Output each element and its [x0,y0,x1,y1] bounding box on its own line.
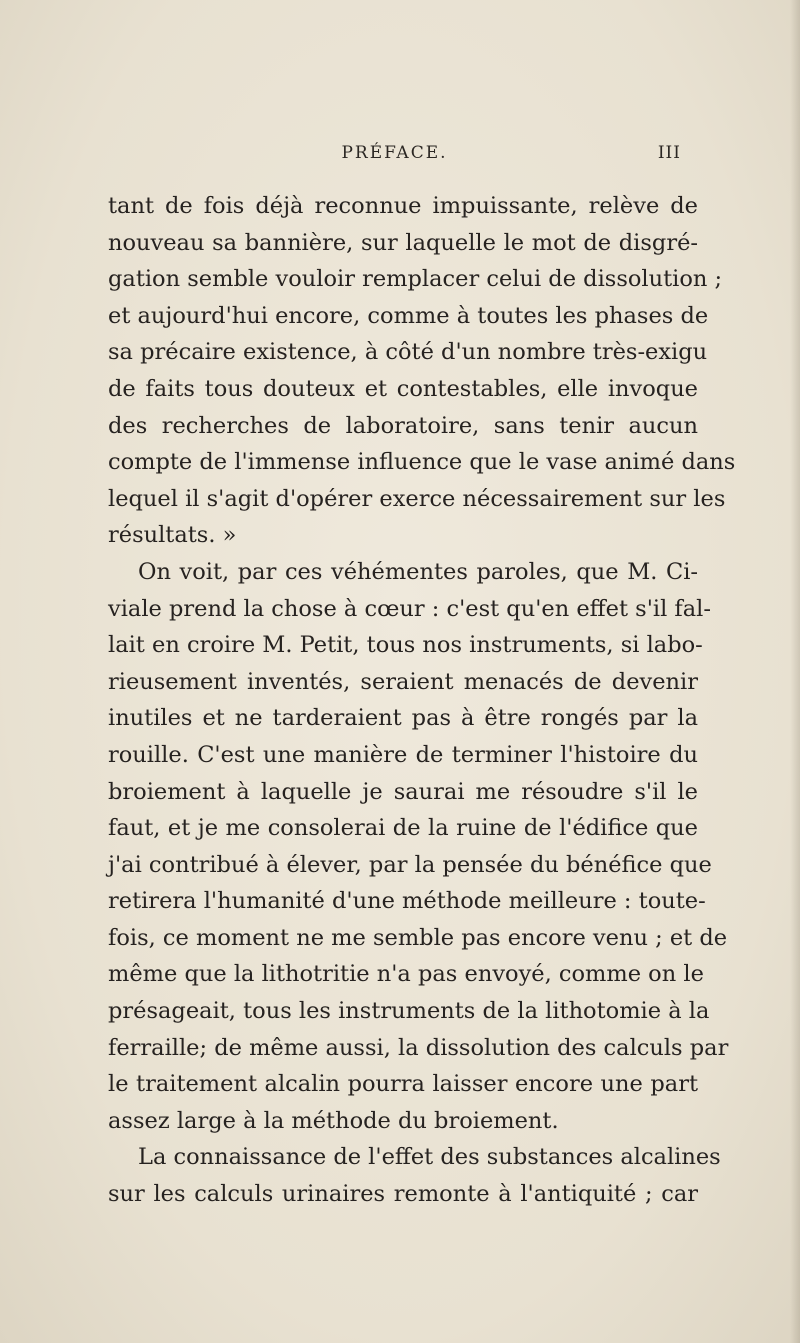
text-line: tant de fois déjà reconnue impuissante, relève de [108,193,698,219]
text-line: sur les calculs urinaires remonte à l'antiquité ; car [108,1181,698,1208]
text-line: et aujourd'hui encore, comme à toutes les phases de [108,302,709,329]
text-line: inutiles et ne tarderaient pas à être rongés par la [108,705,698,732]
running-title: PRÉFACE. [341,143,448,163]
page-number: III [657,143,681,163]
text-line: gation semble vouloir remplacer celui de dissolution ; [108,266,723,293]
page-header [108,143,681,171]
text-line: faut, et je me consolerai de la ruine de l'édifice que [108,815,698,842]
text-line: de faits tous douteux et contestables, elle invoque [108,375,698,402]
text-line: viale prend la chose à cœur : c'est qu'en effet s'il fal- [108,595,711,622]
body-text [108,188,736,1213]
text-line: même que la lithotritie n'a pas envoyé, comme on le [108,961,704,988]
page-edge-shadow [790,0,800,1343]
paragraph-end-line: assez large à la méthode du broiement. [108,1107,559,1134]
text-line: des recherches de laboratoire, sans tenir aucun [108,412,698,439]
text-line: j'ai contribué à élever, par la pensée du bénéfice que [108,851,712,878]
text-line: fois, ce moment ne me semble pas encore venu ; et de [108,924,728,951]
text-line: broiement à laquelle je saurai me résoudre s'il le [108,778,698,805]
text-line: sa précaire existence, à côté d'un nombre très-exigu [108,339,708,366]
paragraph-end-line: résultats. » [108,522,237,549]
text-line: présageait, tous les instruments de la lithotomie à la [108,998,710,1025]
text-line: rouille. C'est une manière de terminer l'histoire du [108,741,698,768]
text-line: compte de l'immense influence que le vase animé dans [108,449,736,476]
paragraph-first-line: La connaissance de l'effet des substances alcalines [138,1144,721,1171]
text-line: rieusement inventés, seraient menacés de devenir [108,668,698,695]
paragraph-first-line: On voit, par ces véhémentes paroles, que M. Ci- [138,558,698,585]
text-line: retirera l'humanité d'une méthode meilleure : toute- [108,888,706,915]
text-line: ferraille; de même aussi, la dissolution des calculs par [108,1034,729,1061]
text-line: lait en croire M. Petit, tous nos instruments, si labo- [108,632,703,659]
text-line: nouveau sa bannière, sur laquelle le mot de disgré- [108,229,698,256]
text-line: lequel il s'agit d'opérer exerce nécessairement sur les [108,485,726,512]
text-line: le traitement alcalin pourra laisser encore une part [108,1071,698,1098]
